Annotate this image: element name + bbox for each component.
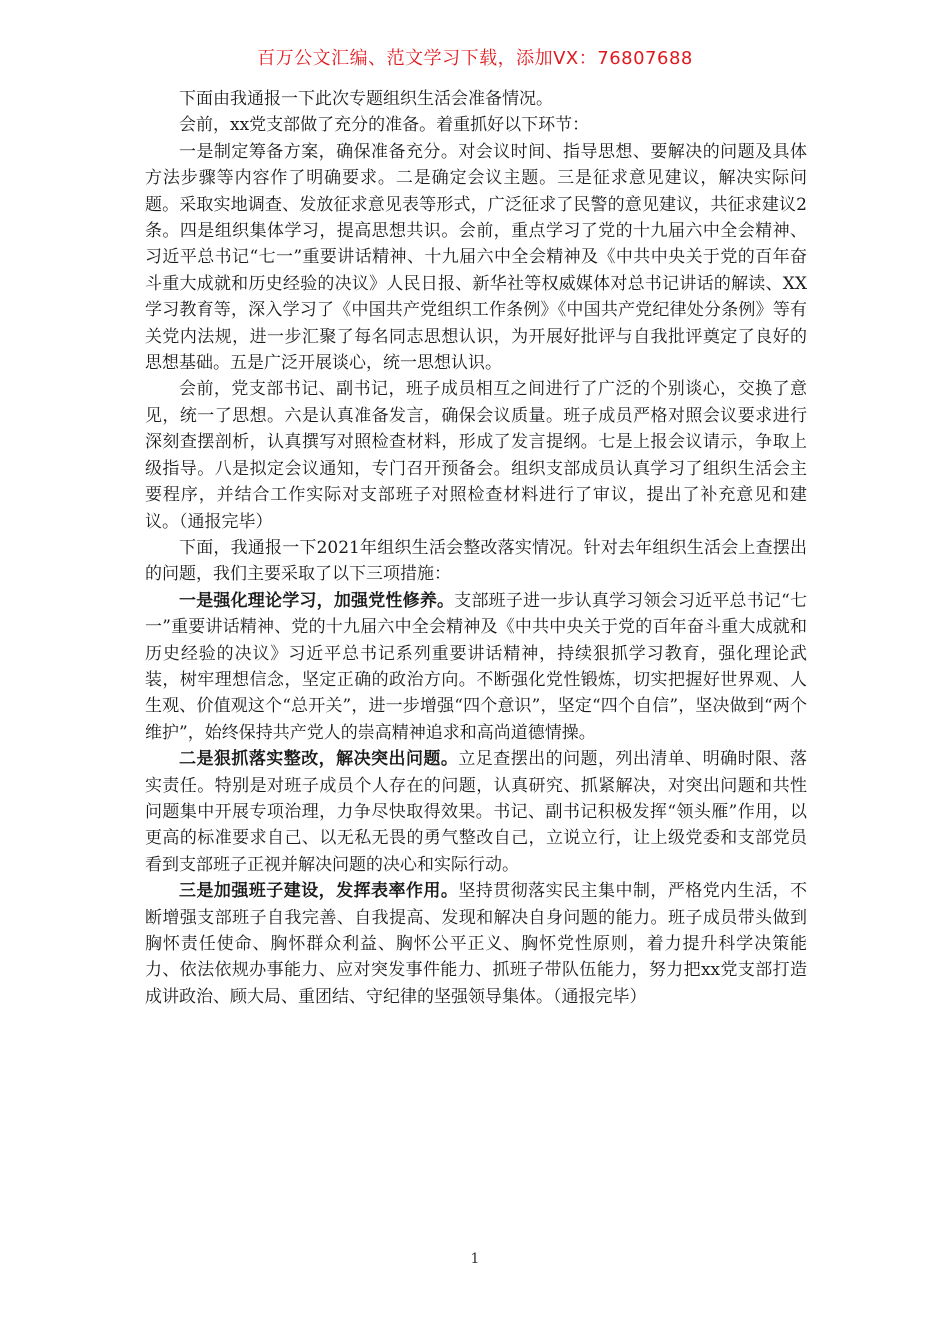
measure-2-heading: 二是狠抓落实整改，解决突出问题。 (179, 749, 459, 770)
paragraph-steps: 一是制定筹备方案，确保准备充分。对会议时间、指导思想、要解决的问题及具体方法步骤等内容作了明确要求。二是确定会议主题。三是征求意见建议，解决实际问题。采取实地调查、发放征求意见表等形式，广泛征求了民警的意见建议，共征求建议2条。四是组织集体学习，提高思想共识。会前，重点学习了党的十九届六中全会精神、习近平总书记“七一”重要讲话精神、十九届六中全会精神及《中共中央关于党的百年奋斗重大成就和历史经验的决议》人民日报、新华社等权威媒体对总书记讲话的解读、XX学习教育等，深入学习了《中国共产党组织工作条例》《中国共产党纪律处分条例》等有关党内法规，进一步汇聚了每名同志思想认识，为开展好批评与自我批评奠定了良好的思想基础。五是广泛开展谈心，统一思想认识。 (145, 141, 807, 374)
paragraph-preparation: 会前，xx党支部做了充分的准备。着重抓好以下环节： (179, 115, 590, 136)
page-header-banner: 百万公文汇编、范文学习下载，添加VX：76807688 (257, 48, 693, 69)
paragraph-measure-2 (145, 746, 807, 878)
measure-2-text: 立足查摆出的问题，列出清单、明确时限、落实责任。特别是对班子成员个人存在的问题，认真研究、抓紧解决，对突出问题和共性问题集中开展专项治理，力争尽快取得效果。书记、副书记积极发挥“领头雁”作用，以更高的标准要求自己、以无私无畏的勇气整改自己，立说立行，让上级党委和支部党员看到支部班子正视并解决问题的决心和实际行动。 (145, 749, 808, 875)
paragraph-intro: 下面由我通报一下此次专题组织生活会准备情况。 (179, 89, 553, 109)
paragraph-measure-1 (145, 588, 807, 746)
paragraph-measure-3 (145, 878, 807, 1010)
measure-3-text: 坚持贯彻落实民主集中制，严格党内生活，不断增强支部班子自我完善、自我提高、发现和解决自身问题的能力。班子成员带头做到胸怀责任使命、胸怀群众利益、胸怀公平正义、胸怀党性原则，着力提升科学决策能力、依法依规办事能力、应对突发事件能力、抓班子带队伍能力，努力把xx党支部打造成讲政治、顾大局、重团结、守纪律的坚强领导集体。（通报完毕） (145, 881, 808, 1007)
page-number: 1 (470, 1251, 480, 1267)
measure-1-text: 支部班子进一步认真学习领会习近平总书记“七一”重要讲话精神、党的十九届六中全会精神及《中共中央关于党的百年奋斗重大成就和历史经验的决议》习近平总书记系列重要讲话精神，持续狠抓学习教育，强化理论武装，树牢理想信念，坚定正确的政治方向。不断强化党性锻炼，切实把握好世界观、人生观、价值观这个“总开关”，进一步增强“四个意识”，坚定“四个自信”，坚决做到“两个维护”，始终保持共产党人的崇高精神追求和高尚道德情操。 (145, 590, 807, 743)
measure-3-heading: 三是加强班子建设，发挥表率作用。 (179, 881, 459, 902)
measure-1-heading: 一是强化理论学习，加强党性修养。 (179, 590, 455, 611)
document-body (145, 86, 807, 1010)
paragraph-talks: 会前，党支部书记、副书记，班子成员相互之间进行了广泛的个别谈心，交换了意见，统一了思想。六是认真准备发言，确保会议质量。班子成员严格对照会议要求进行深刻查摆剖析，认真撰写对照检查材料，形成了发言提纲。七是上报会议请示，争取上级指导。八是拟定会议通知，专门召开预备会。组织支部成员认真学习了组织生活会主要程序，并结合工作实际对支部班子对照检查材料进行了审议，提出了补充意见和建议。（通报完毕） (145, 379, 807, 532)
paragraph-rectification-intro: 下面，我通报一下2021年组织生活会整改落实情况。针对去年组织生活会上查摆出的问题，我们主要采取了以下三项措施： (145, 537, 807, 585)
